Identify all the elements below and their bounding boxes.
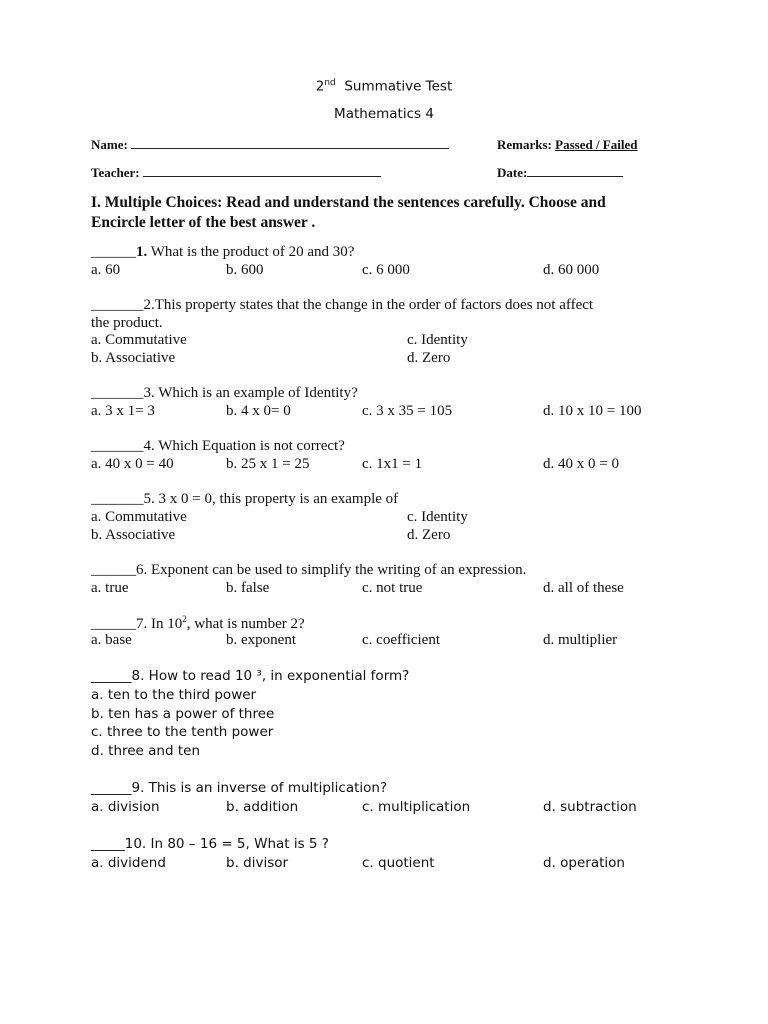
choice-d[interactable]: d. subtraction (543, 799, 637, 815)
choice-b[interactable]: b. 4 x 0= 0 (226, 403, 291, 419)
choice-b[interactable]: b. 25 x 1 = 25 (226, 456, 310, 472)
teacher-field[interactable] (91, 165, 381, 181)
answer-blank[interactable]: ______ (91, 244, 136, 260)
choice-d[interactable]: d. operation (543, 855, 625, 871)
choice-b[interactable]: b. divisor (226, 855, 289, 871)
name-blank[interactable] (131, 148, 449, 149)
question-text: 8. How to read 10 ³, in exponential form? (131, 668, 410, 684)
question-text: 4. Which Equation is not correct? (143, 438, 345, 454)
subject-title: Mathematics 4 (334, 106, 434, 122)
choice-c[interactable]: c. 1x1 = 1 (362, 456, 423, 472)
choice-c[interactable]: c. quotient (362, 855, 435, 871)
choice-c[interactable]: c. 3 x 35 = 105 (362, 403, 453, 419)
question-9 (91, 780, 387, 796)
remarks-label: Remarks: (497, 137, 552, 152)
question-1 (91, 244, 354, 261)
question-text: 3. Which is an example of Identity? (143, 385, 358, 401)
answer-blank[interactable]: _____ (91, 836, 125, 852)
question-text: 10. In 80 – 16 = 5, What is 5 ? (124, 836, 329, 852)
title-ordinal-number: 2 (315, 78, 325, 95)
answer-blank[interactable]: _______ (91, 438, 144, 454)
question-3 (91, 385, 358, 402)
answer-blank[interactable]: _______ (91, 297, 144, 313)
question-text-end: , what is number 2? (186, 616, 305, 632)
question-2-continued: the product. (91, 315, 163, 331)
answer-blank[interactable]: _______ (91, 385, 144, 401)
name-field[interactable] (91, 137, 449, 153)
answer-blank[interactable]: ______ (91, 616, 136, 632)
question-text: 6. Exponent can be used to simplify the writing of an expression. (136, 562, 527, 578)
choice-a[interactable]: a. 40 x 0 = 40 (91, 456, 174, 472)
question-5 (91, 491, 398, 508)
answer-blank[interactable]: ______ (91, 668, 132, 684)
choice-b[interactable]: b. exponent (226, 632, 296, 648)
choice-c[interactable]: c. coefficient (362, 632, 441, 648)
choice-a[interactable]: a. true (91, 580, 129, 596)
choice-a[interactable]: a. ten to the third power (91, 687, 257, 703)
choice-d[interactable]: d. all of these (543, 580, 624, 596)
choice-a[interactable]: a. division (91, 799, 160, 815)
choice-d[interactable]: d. Zero (407, 527, 451, 543)
choice-c[interactable]: c. multiplication (362, 799, 471, 815)
choice-d[interactable]: d. multiplier (543, 632, 618, 648)
question-2 (91, 297, 593, 314)
question-10 (91, 836, 329, 852)
choice-a[interactable]: a. 60 (91, 262, 121, 278)
question-text: 7. In 10 (136, 616, 183, 632)
choice-c[interactable]: c. not true (362, 580, 423, 596)
choice-b[interactable]: b. ten has a power of three (91, 706, 275, 722)
title-ordinal-suffix: nd (324, 78, 336, 88)
teacher-blank[interactable] (143, 176, 381, 177)
choice-a[interactable]: a. Commutative (91, 332, 187, 348)
question-text: 2.This property states that the change in the order of factors does not affect (143, 297, 594, 313)
date-field[interactable] (497, 165, 623, 181)
question-number: 1. (136, 244, 148, 260)
answer-blank[interactable]: ______ (91, 780, 132, 796)
choice-c[interactable]: c. Identity (407, 332, 468, 348)
date-blank[interactable] (527, 176, 623, 177)
question-7 (91, 614, 305, 633)
choice-d[interactable]: d. 60 000 (543, 262, 600, 278)
name-label: Name: (91, 137, 128, 152)
choice-d[interactable]: d. 10 x 10 = 100 (543, 403, 642, 419)
choice-b[interactable]: b. Associative (91, 350, 176, 366)
question-4 (91, 438, 345, 455)
choice-a[interactable]: a. base (91, 632, 132, 648)
question-text: What is the product of 20 and 30? (147, 244, 355, 260)
teacher-label: Teacher: (91, 165, 140, 180)
choice-b[interactable]: b. 600 (226, 262, 264, 278)
choice-a[interactable]: a. Commutative (91, 509, 187, 525)
question-8 (91, 668, 409, 684)
choice-a[interactable]: a. 3 x 1= 3 (91, 403, 155, 419)
title-text: Summative Test (344, 78, 453, 95)
choice-d[interactable]: d. 40 x 0 = 0 (543, 456, 619, 472)
choice-d[interactable]: d. three and ten (91, 743, 201, 759)
answer-blank[interactable]: _______ (91, 491, 144, 507)
question-text: 9. This is an inverse of multiplication? (131, 780, 388, 796)
choice-b[interactable]: b. addition (226, 799, 299, 815)
exponent-superscript: 2 (182, 614, 187, 624)
choice-b[interactable]: b. false (226, 580, 270, 596)
choice-c[interactable]: c. Identity (407, 509, 468, 525)
choice-d[interactable]: d. Zero (407, 350, 451, 366)
choice-c[interactable]: c. 6 000 (362, 262, 410, 278)
choice-b[interactable]: b. Associative (91, 527, 176, 543)
choice-c[interactable]: c. three to the tenth power (91, 724, 274, 740)
question-text: 5. 3 x 0 = 0, this property is an example of (143, 491, 399, 507)
date-label: Date: (497, 165, 528, 180)
question-6 (91, 562, 526, 579)
remarks-value: Passed / Failed (555, 137, 638, 152)
test-title (0, 78, 768, 95)
remarks-field (497, 137, 637, 153)
instructions-line-1: I. Multiple Choices: Read and understand the sentences carefully. Choose and (91, 194, 606, 211)
choice-a[interactable]: a. dividend (91, 855, 166, 871)
answer-blank[interactable]: ______ (91, 562, 136, 578)
instructions-line-2: Encircle letter of the best answer . (91, 214, 316, 231)
